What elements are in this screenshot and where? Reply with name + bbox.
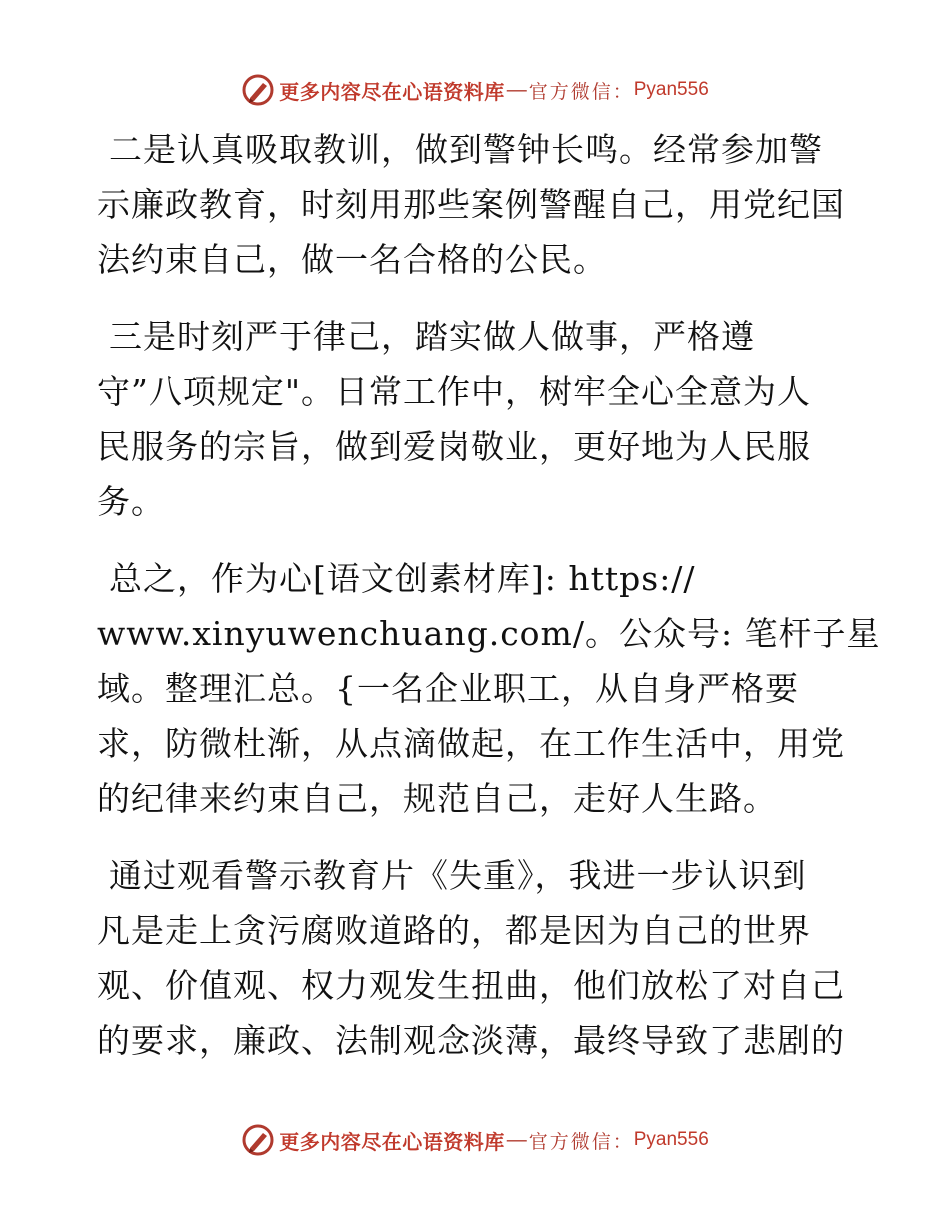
footer-wechat-id: Pyan556 xyxy=(633,1129,709,1150)
text-line: 的要求，廉政、法制观念淡薄，最终导致了悲剧的 xyxy=(97,1021,845,1060)
text-line: 三是时刻严于律己，踏实做人做事，严格遵 xyxy=(109,317,755,356)
text-line: 二是认真吸取教训，做到警钟长鸣。经常参加警 xyxy=(109,130,823,169)
text-line: 示廉政教育，时刻用那些案例警醒自己，用党纪国 xyxy=(97,185,845,224)
text-line: 守”八项规定"。日常工作中，树牢全心全意为人 xyxy=(97,372,812,411)
text-line: www.xinyuwenchuang.com/。公众号: 笔杆子星 xyxy=(97,614,881,653)
document-body xyxy=(97,122,881,1090)
text-line: 总之，作为心[语文创素材库]: https:// xyxy=(109,559,696,598)
pen-logo-icon xyxy=(241,1123,275,1157)
header-banner xyxy=(0,70,950,110)
paragraph-1 xyxy=(97,122,857,287)
text-line: 凡是走上贪污腐败道路的，都是因为自己的世界 xyxy=(97,911,811,950)
pen-logo-icon xyxy=(241,73,275,107)
text-line: 的纪律来约束自己，规范自己，走好人生路。 xyxy=(97,779,777,818)
text-line: 通过观看警示教育片《失重》，我进一步认识到 xyxy=(109,856,807,895)
header-wechat-id: Pyan556 xyxy=(633,79,709,100)
footer-dash: — xyxy=(506,1128,527,1151)
header-dash: — xyxy=(506,78,527,101)
paragraph-3 xyxy=(97,551,881,826)
text-line: 观、价值观、权力观发生扭曲，他们放松了对自己 xyxy=(97,966,845,1005)
paragraph-2 xyxy=(97,309,857,529)
footer-wechat-label: 官方微信： xyxy=(528,1130,634,1153)
text-line: 法约束自己，做一名合格的公民。 xyxy=(97,240,607,279)
text-line: 民服务的宗旨，做到爱岗敬业，更好地为人民服 xyxy=(97,427,811,466)
text-line: 务。 xyxy=(97,482,165,521)
paragraph-4 xyxy=(97,848,857,1068)
header-site-name: 更多内容尽在心语资料库 xyxy=(279,79,505,104)
text-line: 域。整理汇总。{一名企业职工，从自身严格要 xyxy=(97,669,799,708)
header-wechat-label: 官方微信： xyxy=(528,80,634,103)
footer-site-name: 更多内容尽在心语资料库 xyxy=(279,1129,505,1154)
footer-banner xyxy=(0,1120,950,1160)
text-line: 求，防微杜渐，从点滴做起，在工作生活中，用党 xyxy=(97,724,845,763)
